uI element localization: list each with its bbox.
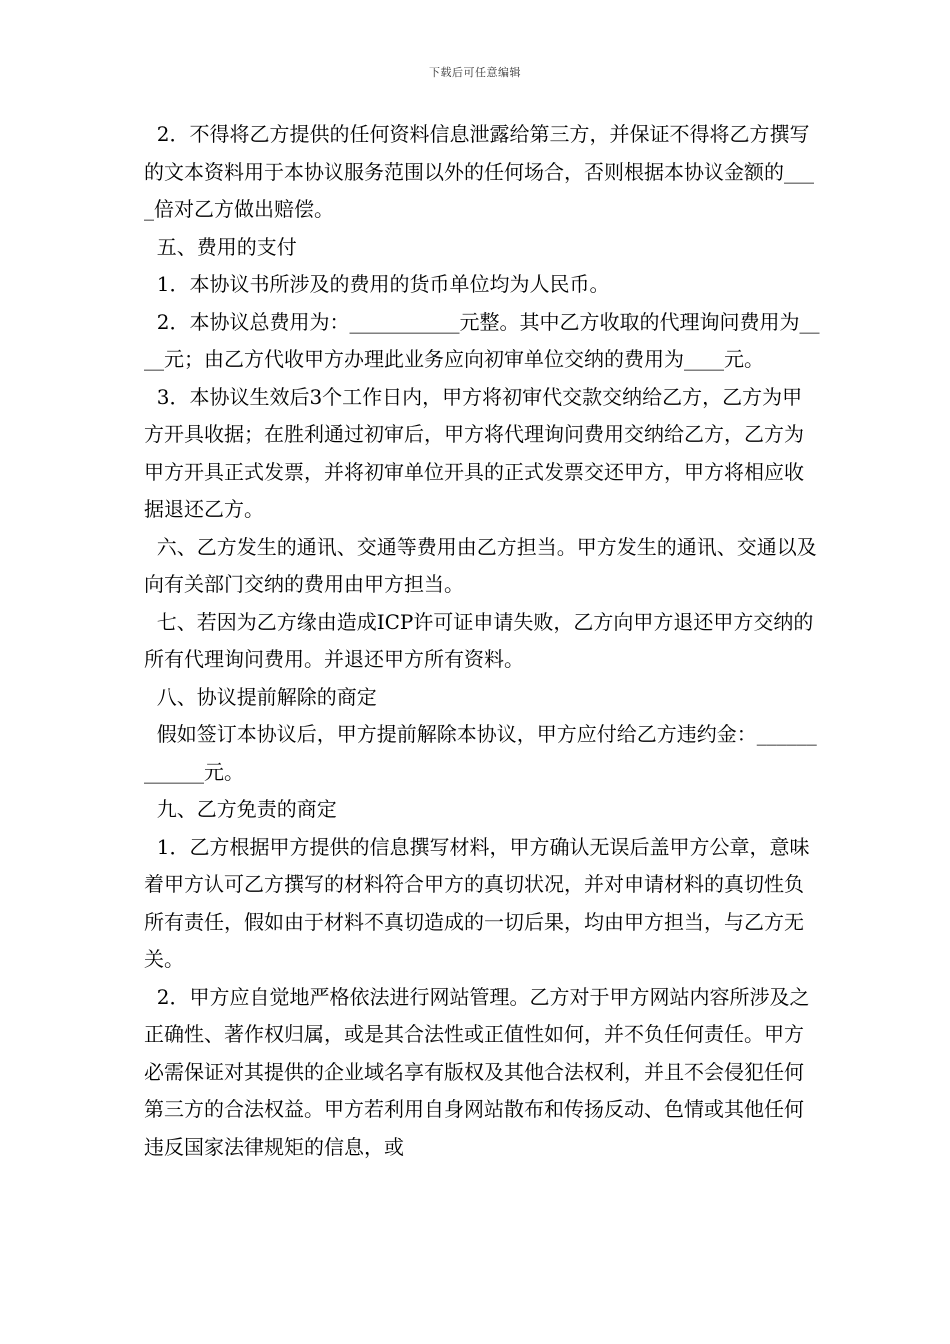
paragraph-clause-5-1: 1．本协议书所涉及的费用的货币单位均为人民币。 (144, 272, 610, 296)
paragraph-clause-5-3: 3．本协议生效后3个工作日内，甲方将初审代交款交纳给乙方，乙方为甲方开具收据；在胜利通过初审后，甲方将代理询问费用交纳给乙方，乙方为甲方开具正式发票，并将初审单位开具的正式发票交还甲方，甲方将相应收据退还乙方。 (144, 384, 804, 521)
paragraph-clause-5-2: 2．本协议总费用为：___________元整。其中乙方收取的代理询问费用为____元；由乙方代收甲方办理此业务应向初审单位交纳的费用为____元。 (144, 309, 820, 371)
paragraph-clause-9-1: 1．乙方根据甲方提供的信息撰写材料，甲方确认无误后盖甲方公章，意味着甲方认可乙方撰写的材料符合甲方的真切状况，并对申请材料的真切性负所有责任，假如由于材料不真切造成的一切后果，均由甲方担当，与乙方无关。 (144, 834, 810, 971)
section-heading-5: 五、费用的支付 (144, 234, 297, 259)
section-heading-8: 八、协议提前解除的商定 (144, 684, 377, 709)
paragraph-clause-9-2: 2．甲方应自觉地严格依法进行网站管理。乙方对于甲方网站内容所涉及之正确性、著作权归属，或是其合法性或正值性如何，并不负任何责任。甲方必需保证对其提供的企业域名享有版权及其他合法权利，并且不会侵犯任何第三方的合法权益。甲方若利用自身网站散布和传扬反动、色情或其他任何违反国家法律规矩的信息，或 (144, 984, 810, 1159)
section-heading-9: 九、乙方免责的商定 (144, 797, 337, 821)
page-header: 下载后可任意编辑 (429, 66, 521, 79)
paragraph-clause-8: 假如签订本协议后，甲方提前解除本协议，甲方应付给乙方违约金：____________元。 (144, 722, 817, 784)
paragraph-clause-4-2: 2．不得将乙方提供的任何资料信息泄露给第三方，并保证不得将乙方撰写的文本资料用于本协议服务范围以外的任何场合，否则根据本协议金额的____倍对乙方做出赔偿。 (144, 122, 814, 221)
document-body (144, 116, 820, 1166)
section-7: 七、若因为乙方缘由造成ICP许可证申请失败，乙方向甲方退还甲方交纳的所有代理询问费用。并退还甲方所有资料。 (144, 609, 814, 671)
section-6: 六、乙方发生的通讯、交通等费用由乙方担当。甲方发生的通讯、交通以及向有关部门交纳的费用由甲方担当。 (144, 534, 817, 596)
